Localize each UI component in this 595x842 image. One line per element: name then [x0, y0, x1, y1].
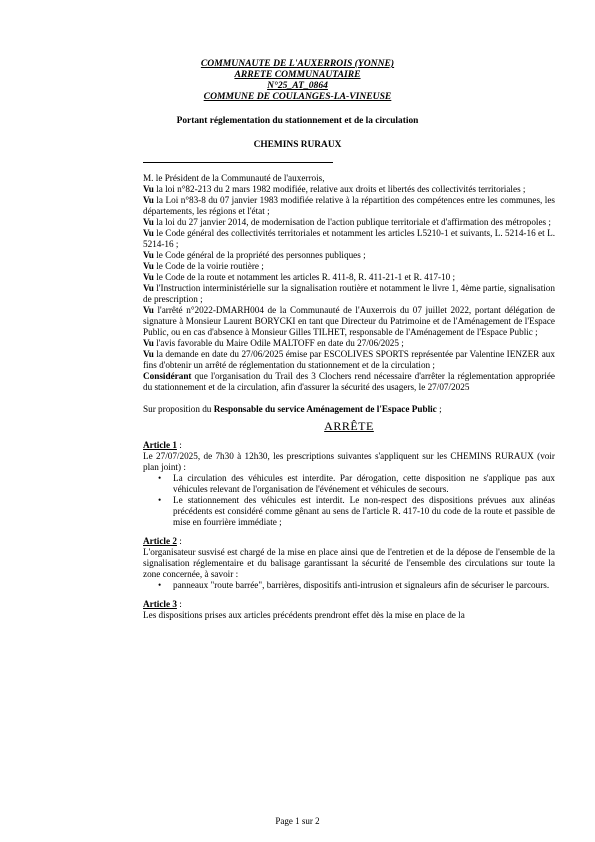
visa-keyword: Vu: [143, 217, 154, 227]
article-title: Article 1: [143, 440, 177, 450]
visa-text: l'arrêté n°2022-DMARH004 de la Communauté de l'Auxerrois du 07 juillet 2022, portant délégation de signature à Monsieur Laurent BORYCKI en tant que Directeur du Patrimoine et de l'Aménagement de l'Espace Public, ou en cas d'absence à Monsieur Gilles TILHET, responsable de l'Aménagement de l'Espace Public ;: [143, 305, 555, 337]
article-text: Le 27/07/2025, de 7h30 à 12h30, les prescriptions suivantes s'appliquent sur les CHEMINS RURAUX (voir plan joint) :: [143, 451, 555, 472]
article-colon: :: [176, 536, 182, 546]
article-heading: [143, 440, 555, 451]
visa-item: [143, 195, 555, 217]
visa-keyword: Vu: [143, 195, 154, 205]
article-heading: [143, 536, 555, 547]
articles-list: [143, 440, 555, 621]
divider: [143, 162, 333, 163]
visa-keyword: Vu: [143, 338, 154, 348]
visa-keyword: Vu: [143, 349, 154, 359]
section-title: CHEMINS RURAUX: [253, 140, 342, 150]
bullet-item: • La circulation des véhicules est interdite. Par dérogation, cette disposition ne s'applique pas aux véhicules relevant de l'organisation de l'événement et véhicules de secours.: [173, 473, 555, 495]
article-title: Article 3: [143, 599, 177, 609]
visa-keyword: Vu: [143, 272, 154, 282]
bullet-item: • panneaux "route barrée", barrières, dispositifs anti-intrusion et signaleurs afin de sécuriser le parcours.: [173, 580, 555, 591]
visa-item: [143, 305, 555, 338]
article-text: Les dispositions prises aux articles précédents prendront effet dès la mise en place de la: [143, 610, 465, 620]
visa-text: le Code général de la propriété des personnes publiques ;: [153, 250, 366, 260]
visa-text: le Code de la route et notamment les articles R. 411-8, R. 411-21-1 et R. 417-10 ;: [153, 272, 456, 282]
visa-text: que l'organisation du Trail des 3 Clochers rend nécessaire d'arrêter la réglementation appropriée du stationnement et de la circulation, afin d'assurer la sécurité des usagers, le 27/07/2025: [143, 371, 555, 392]
proposal-line: [143, 404, 555, 415]
page-footer: Page 1 sur 2: [275, 816, 320, 826]
proposal-suffix: ;: [436, 404, 442, 414]
visa-text: l'Instruction interministérielle sur la signalisation routière et notamment le livre 1, 4ème partie, signalisation de prescription ;: [143, 283, 555, 304]
intro-line: M. le Président de la Communauté de l'auxerrois,: [143, 173, 325, 183]
article-heading: [143, 599, 555, 610]
visa-item: [143, 349, 555, 371]
article-bullets: [143, 580, 555, 591]
visa-item: [143, 228, 555, 250]
document-subject: Portant réglementation du stationnement et de la circulation: [176, 116, 419, 126]
proposal-prefix: Sur proposition du: [143, 404, 214, 414]
visa-text: le Code de la voirie routière ;: [153, 261, 264, 271]
header-line-3: N°25_AT_0864: [267, 80, 328, 91]
article-colon: :: [176, 599, 182, 609]
visa-item: [143, 217, 555, 228]
visa-keyword: Vu: [143, 228, 154, 238]
visa-text: l'avis favorable du Maire Odile MALTOFF en date du 27/06/2025 ;: [153, 338, 404, 348]
visa-text: la demande en date du 27/06/2025 émise par ESCOLIVES SPORTS représentée par Valentine IENZER aux fins d'obtenir un arrêté de réglementation du stationnement et de la circulation ;: [143, 349, 555, 370]
proposal-bold: Responsable du service Aménagement de l'Espace Public: [213, 404, 437, 414]
visa-text: la loi n°82-213 du 2 mars 1982 modifiée, relative aux droits et libertés des collectivités territoriales ;: [153, 184, 526, 194]
visa-keyword: Considérant: [143, 371, 192, 381]
article-title: Article 2: [143, 536, 177, 546]
article-colon: :: [176, 440, 182, 450]
visas-list: [143, 184, 555, 393]
document-body: [143, 173, 555, 621]
visa-item: [143, 250, 555, 261]
visa-keyword: Vu: [143, 283, 154, 293]
visa-item: [143, 184, 555, 195]
visa-keyword: Vu: [143, 305, 154, 315]
visa-keyword: Vu: [143, 261, 154, 271]
visa-text: le Code général des collectivités territoriales et notamment les articles L5210-1 et suivants, L. 5214-16 et L. 5214-16 ;: [143, 228, 555, 249]
visa-item: [143, 283, 555, 305]
visa-item: [143, 371, 555, 393]
visa-text: la Loi n°83-8 du 07 janvier 1983 modifiée relative à la répartition des compétences entre les communes, les départements, les régions et l'état ;: [143, 195, 555, 216]
header-line-1: COMMUNAUTE DE L'AUXERROIS (YONNE): [200, 58, 395, 69]
bullet-item: • Le stationnement des véhicules est interdit. Le non-respect des dispositions prévues aux alinéas précédents est considéré comme gênant au sens de l'article R. 417-10 du code de la route et passible de mise en fourrière immédiate ;: [173, 495, 555, 528]
visa-item: [143, 338, 555, 349]
header-line-4: COMMUNE DE COULANGES-LA-VINEUSE: [203, 91, 392, 102]
visa-text: la loi du 27 janvier 2014, de modernisation de l'action publique territoriale et d'affirmation des métropoles ;: [153, 217, 551, 227]
arrete-title: ARRÊTE: [324, 419, 374, 433]
header-line-2: ARRETE COMMUNAUTAIRE: [234, 69, 361, 80]
visa-item: [143, 272, 555, 283]
visa-keyword: Vu: [143, 184, 154, 194]
document-header: [0, 58, 595, 102]
article-text: L'organisateur susvisé est chargé de la mise en place ainsi que de l'entretien et de la dépose de l'ensemble de la signalisation réglementaire et du balisage garantissant la sécurité de l'ensemble des circulations sur toute la zone concernée, à savoir :: [143, 547, 555, 579]
visa-item: [143, 261, 555, 272]
visa-keyword: Vu: [143, 250, 154, 260]
article-bullets: [143, 473, 555, 528]
